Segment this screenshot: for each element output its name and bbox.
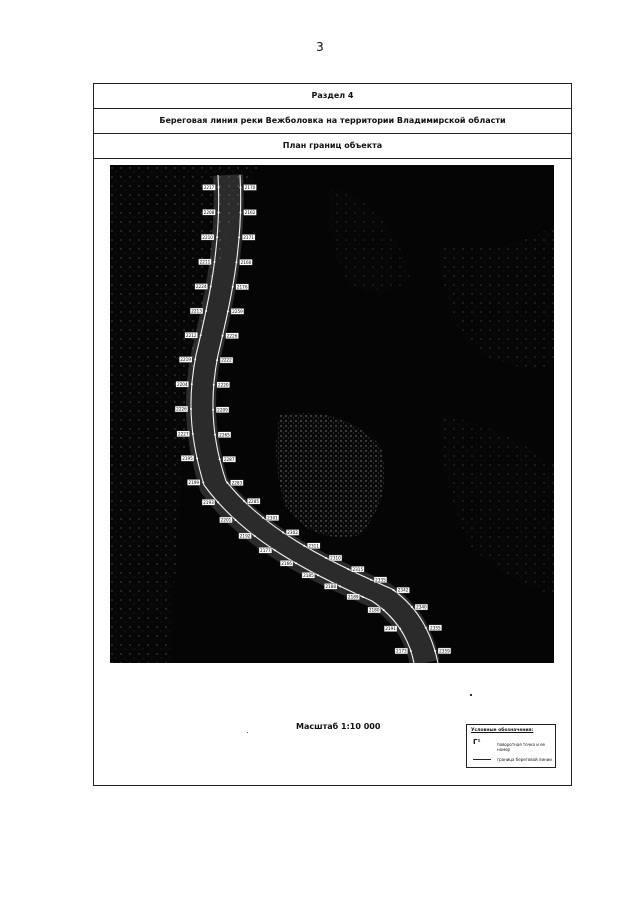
turning-point-label: 2177 <box>260 547 271 553</box>
turning-point-marker <box>383 609 385 611</box>
turning-point-label: 2302 <box>287 530 298 536</box>
turning-point-label: 2188 <box>325 583 337 589</box>
document-frame <box>93 83 572 786</box>
turning-point-marker <box>202 481 204 483</box>
plan-subtitle: План границ объекта <box>94 134 571 159</box>
boundary-line-icon <box>473 759 491 760</box>
turning-point-label: 2211 <box>199 259 211 265</box>
turning-point-marker <box>235 261 237 263</box>
turning-point-marker <box>325 557 327 559</box>
speck-mark <box>247 732 248 733</box>
turning-point-label: 2199 <box>188 480 200 486</box>
satellite-map <box>110 165 554 663</box>
turning-point-marker <box>238 236 240 238</box>
legend-line-label: граница береговой линии <box>497 757 552 762</box>
turning-point-label: 2220 <box>217 382 229 388</box>
turning-point-label: 2359 <box>439 648 450 654</box>
turning-point-label: 2160 <box>240 259 252 265</box>
turning-point-label: 2189 <box>347 594 359 600</box>
turning-point-marker <box>217 501 219 503</box>
turning-point-label: 2171 <box>243 234 254 240</box>
turning-point-marker <box>370 579 372 581</box>
turning-point-label: 2310 <box>330 555 341 561</box>
boundary-plan-svg <box>110 165 554 663</box>
turning-point-marker <box>282 531 284 533</box>
turning-point-marker <box>214 434 216 436</box>
turning-point-marker <box>190 408 192 410</box>
turning-point-marker <box>219 458 221 460</box>
turning-point-marker <box>226 482 228 484</box>
document-title: Береговая линия реки Вежболовка на территории Владимирской области <box>94 109 571 134</box>
turning-point-marker <box>216 359 218 361</box>
turning-point-marker <box>240 186 242 188</box>
turning-point-marker <box>393 589 395 591</box>
turning-point-marker <box>274 549 276 551</box>
turning-point-label: 2226 <box>176 406 187 412</box>
turning-point-marker <box>243 500 245 502</box>
turning-point-label: 2265 <box>219 432 230 438</box>
turning-point-label: 2217 <box>203 185 215 191</box>
turning-point-marker <box>434 650 436 652</box>
scale-label: Масштаб 1:10 000 <box>296 722 381 731</box>
turning-point-label: 2192 <box>239 533 251 539</box>
turning-point-label: 2176 <box>236 284 248 290</box>
turning-point-label: 2226 <box>226 333 238 339</box>
turning-point-marker <box>410 650 412 652</box>
turning-point-label: 2224 <box>195 284 207 290</box>
turning-point-label: 2315 <box>352 566 364 572</box>
turning-point-marker <box>347 568 349 570</box>
turning-point-marker <box>227 310 229 312</box>
turning-point-marker <box>362 596 364 598</box>
turning-point-label: 2210 <box>202 234 213 240</box>
turning-point-label: 2195 <box>182 455 193 461</box>
turning-point-label: 2209 <box>217 407 228 413</box>
page-number: 3 <box>316 40 324 54</box>
turning-point-label: 2227 <box>177 431 189 437</box>
legend-row-line <box>471 755 555 765</box>
turning-point-label: 2204 <box>176 381 188 387</box>
turning-point-marker <box>411 606 413 608</box>
turning-point-label: 2283 <box>231 480 243 486</box>
turning-point-marker <box>218 186 220 188</box>
turning-point-marker <box>399 628 401 630</box>
turning-point-marker <box>200 334 202 336</box>
turning-point-label: 2287 <box>223 456 235 462</box>
turning-point-label: 2191 <box>385 626 396 632</box>
turning-point-label: 2193 <box>203 499 214 505</box>
turning-point-marker <box>425 627 427 629</box>
turning-point-icon: Г¹ <box>473 738 481 746</box>
turning-point-label: 2185 <box>303 572 314 578</box>
turning-point-label: 2311 <box>308 543 320 549</box>
turning-point-marker <box>191 383 193 385</box>
turning-point-marker <box>240 211 242 213</box>
turning-point-label: 2259 <box>232 308 243 314</box>
turning-point-marker <box>234 519 236 521</box>
turning-point-marker <box>254 535 256 537</box>
turning-point-marker <box>194 359 196 361</box>
legend-title: Условные обозначения: <box>471 728 534 733</box>
turning-point-label: 2285 <box>248 498 260 504</box>
turning-point-label: 2219 <box>180 357 191 363</box>
speck-mark <box>470 694 472 696</box>
turning-point-marker <box>216 236 218 238</box>
turning-point-label: 2222 <box>221 357 232 363</box>
turning-point-marker <box>218 211 220 213</box>
turning-point-marker <box>205 310 207 312</box>
turning-point-label: 2355 <box>429 625 441 631</box>
turning-point-label: 2208 <box>203 209 215 215</box>
turning-point-marker <box>192 433 194 435</box>
turning-point-label: 2162 <box>244 210 256 216</box>
turning-point-marker <box>212 409 214 411</box>
turning-point-label: 2180 <box>368 607 380 613</box>
turning-point-label: 2213 <box>191 308 202 314</box>
turning-point-marker <box>213 384 215 386</box>
turning-point-label: 2342 <box>397 587 409 593</box>
turning-point-marker <box>317 574 319 576</box>
turning-point-label: 2201 <box>220 517 232 523</box>
turning-point-marker <box>303 545 305 547</box>
turning-point-marker <box>262 517 264 519</box>
legend-box <box>466 724 556 768</box>
turning-point-label: 2166 <box>281 560 292 566</box>
turning-point-marker <box>222 335 224 337</box>
turning-point-label: 2212 <box>185 332 197 338</box>
turning-point-marker <box>210 286 212 288</box>
section-heading: Раздел 4 <box>94 84 571 109</box>
legend-row-point <box>471 738 555 750</box>
turning-point-label: 2173 <box>396 648 407 654</box>
legend-point-label: поворотная точка и ее номер <box>497 742 545 752</box>
turning-point-marker <box>196 457 198 459</box>
turning-point-marker <box>339 585 341 587</box>
turning-point-marker <box>295 562 297 564</box>
turning-point-label: 2170 <box>244 185 256 191</box>
turning-point-marker <box>232 286 234 288</box>
turning-point-label: 2301 <box>267 515 278 521</box>
turning-point-marker <box>213 261 215 263</box>
turning-point-label: 2340 <box>416 604 427 610</box>
turning-point-label: 2335 <box>375 577 386 583</box>
